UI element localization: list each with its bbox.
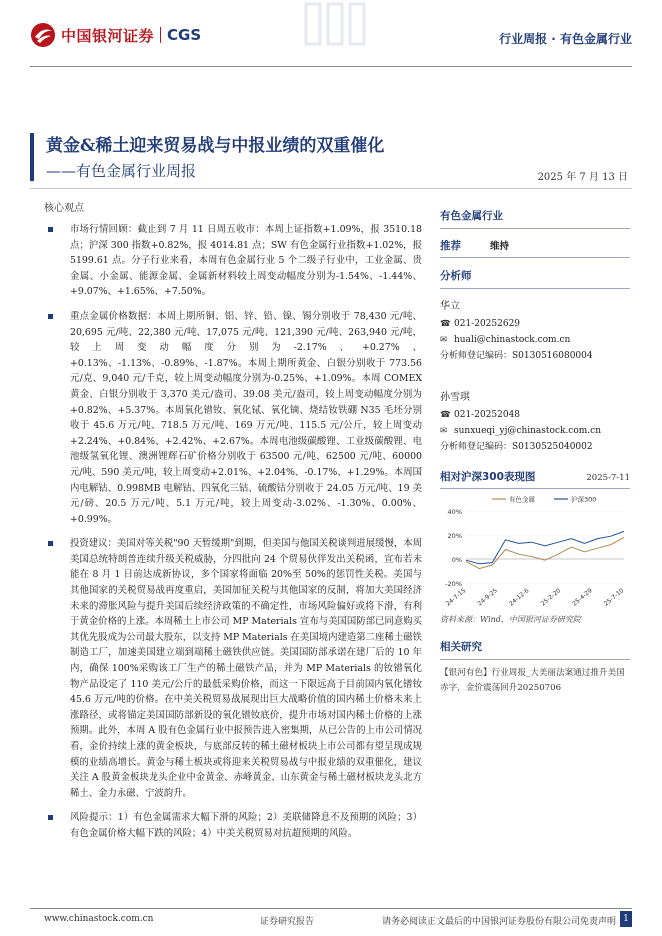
x-tick-label: 24-12-6 xyxy=(508,587,531,608)
bullet-text: 重点金属价格数据：本周上期所铜、铝、锌、铅、镍、锡分别收于 78,430 元/吨、20,695 元/吨、22,380 元/吨、17,075 元/吨、121,390 元/吨、263,940 元/吨，较上周变动幅度分别为-2.17%、+0.27%、+0.13%、-1.13%、-0.89%、-1.87%。本周上期所黄金、白银分别收于 773.56 元/克、9,040 元/千克，较上周变动幅度分别为-0.25%、+1.09%。本周 COMEX 黄金、白银分别收于 3,370 美元/盎司、39.08 美元/盎司，较上周变动幅度分别为+0.82%、+5.37%。本周氧化镨钕、氧化铽、氧化镝、烧结钕铁硼 N35 毛坯分别收于 45.6 万元/吨、718.5 万元/吨、169 万元/吨、115.5 元/公斤，较上周变动+2.24%、+0.84%、+2.42%、+2.67%。本周电池级碳酸锂、工业级碳酸锂、电池级氢氧化锂、澳洲锂辉石矿价格分别收于 63500 元/吨、62500 元/吨、60000 元/吨、590 美元/吨，较上周变动+2.01%、+2.04%、-0.17%、+1.29%。本周国内电解钴、0.998MB 电解钴、四氧化三钴、硫酸钴分别收于 24.05 万元/吨、19 美元/磅、20.5 万元/吨、5.1 万元/吨，较上周变动-3.02%、-1.30%、0.00%、+0.99%。 xyxy=(70,310,422,525)
page-number: 1 xyxy=(620,911,632,927)
chart-header xyxy=(440,469,630,489)
chart-title: 相对沪深300表现图 xyxy=(440,471,536,483)
report-title: 黄金&稀土迎来贸易战与中报业绩的双重催化 xyxy=(46,136,385,156)
footer-center-label: 证券研究报告 xyxy=(260,917,315,927)
y-tick-label: 40% xyxy=(447,508,462,516)
phone-icon: ☎ xyxy=(440,410,451,420)
bullet-investment-advice xyxy=(44,536,422,801)
watermark-icon xyxy=(300,0,370,70)
analyst-reg-code: 分析师登记编码：S0130516080004 xyxy=(440,351,593,361)
x-tick-label: 25-7-10 xyxy=(602,587,626,608)
performance-chart-section xyxy=(440,469,630,625)
bullet-metal-prices xyxy=(44,309,422,527)
y-tick-label: 20% xyxy=(447,532,462,540)
footer-website[interactable]: www.chinastock.com.cn xyxy=(44,914,154,924)
bullet-marker xyxy=(48,541,53,546)
core-views xyxy=(44,222,422,851)
rating-row xyxy=(440,233,630,258)
analyst-phone: 021-20252048 xyxy=(454,410,521,420)
brand-name-cn: 中国银河证券 xyxy=(61,26,155,45)
performance-chart xyxy=(440,489,630,609)
analyst-card xyxy=(440,297,630,364)
bullet-text: 风险提示：1）有色金属需求大幅下滑的风险；2）美联储降息不及预期的风险；3）有色金属价格大幅下跌的风险；4）中美关税贸易对抗超预期的风险。 xyxy=(70,812,422,839)
title-divider xyxy=(30,188,632,189)
page-header xyxy=(0,0,662,70)
footer-disclaimer: 请务必阅读正文最后的中国银河证券股份有限公司免责声明 xyxy=(381,917,616,927)
y-tick-label: 0% xyxy=(451,556,462,564)
bullet-market-review xyxy=(44,222,422,300)
rating-value: 维持 xyxy=(490,241,510,252)
header-divider xyxy=(30,66,632,67)
brand-logo xyxy=(30,20,201,50)
analyst-reg-code: 分析师登记编码：S0130525040002 xyxy=(440,442,593,452)
analyst-heading: 分析师 xyxy=(440,268,630,289)
analyst-phone: 021-20252629 xyxy=(454,319,521,329)
rating-label: 推荐 xyxy=(440,239,461,252)
analyst-email[interactable]: huali@chinastock.com.cn xyxy=(454,335,571,345)
analyst-email[interactable]: sunxueqi_yj@chinastock.com.cn xyxy=(454,426,602,436)
legend-label: 有色金属 xyxy=(509,495,535,504)
bullet-marker xyxy=(48,314,53,319)
footer-divider xyxy=(30,908,632,909)
phone-icon: ☎ xyxy=(440,319,451,329)
brand-divider xyxy=(160,27,161,43)
bullet-marker xyxy=(48,227,53,232)
chart-date: 2025-7-11 xyxy=(586,473,630,483)
chart-source: 资料来源：Wind，中国银河证券研究院 xyxy=(440,615,581,624)
brand-name-en: CGS xyxy=(167,26,202,44)
related-report-link[interactable]: 【银河有色】行业周报_大美丽法案通过推升美国赤字，金价震荡回升20250706 xyxy=(440,668,625,693)
industry-label: 有色金属行业 xyxy=(440,208,630,229)
bullet-text: 市场行情回顾：截止到 7 月 11 日周五收市：本周上证指数+1.09%，报 3510.18 点；沪深 300 指数+0.82%，报 4014.81 点；SW 有色金属行业指数+1.02%，报 5199.61 点。分子行业来看，本周有色金属行业 5 个二级子行业中，工业金属、贵金属、小金属、能源金属、金属新材料较上周变动幅度分别为-1.54%、-1.44%、+9.07%、+1.65%、+7.50%。 xyxy=(70,224,422,298)
legend-label: 沪深300 xyxy=(571,495,597,504)
bullet-risk-warning xyxy=(44,810,422,841)
bullet-marker xyxy=(48,815,53,820)
x-tick-label: 24-9-25 xyxy=(476,587,499,608)
x-tick-label: 25-4-29 xyxy=(571,587,594,608)
title-accent-bar xyxy=(30,133,34,181)
galaxy-logo-icon xyxy=(30,22,56,48)
report-date: 2025 年 7 月 13 日 xyxy=(537,172,628,183)
mail-icon: ✉ xyxy=(440,426,448,436)
core-views-label: 核心观点 xyxy=(44,203,84,214)
series-line-nonferrous xyxy=(466,537,624,568)
mail-icon: ✉ xyxy=(440,335,448,345)
analyst-name: 华立 xyxy=(440,301,460,312)
sidebar xyxy=(440,208,630,696)
related-research-section xyxy=(440,639,630,696)
report-tag: 行业周报 · 有色金属行业 xyxy=(499,32,632,46)
related-heading: 相关研究 xyxy=(440,639,630,660)
report-subtitle: ——有色金属行业周报 xyxy=(46,162,197,180)
analyst-section xyxy=(440,268,630,455)
bullet-text: 投资建议：美国对等关税"90 天暂缓期"到期，但美国与他国关税谈判进展缓慢，本周美国总统特朗普连续升级关税威胁，分四批向 24 个贸易伙伴发出关税函，宣布若未能在 8 月 1 日前达成新协议，多个国家将面临 20%至 50%的惩罚性关税。美国与其他国家的关税贸易战再度重启，美国加征关税与其他国家的反制，将加大美国经济未来的滞胀风险与提升美国后续经济政策的不确定性，市场风险偏好或将下滑，有利于黄金价格的上涨。本周稀土上市公司 MP Materials 宣布与美国国防部已同意购买其优先股成为公司最大股东，以支持 MP Materials 在美国境内建造第二座稀土磁铁制造工厂，加速美国建立端到端稀土磁铁供应链。美国国防部承诺在建厂后的 10 年内，确保 100%采购该工厂生产的稀土磁铁产品，并为 MP Materials 的钕镨氧化物产品设定了 110 美元/公斤的最低采购价格，而这一下限远高于目前国内氧化镨钕 45.6 万元/吨的价格。在中美关税贸易战展现出巨大战略价值的国内稀土价格未来上涨路径，或将锚定美国国防部新设的氧化镨钕底价，提升市场对国内稀土价格的上涨预期。此外，本周 A 股有色金属行业中报预告进入密集期，从已公告的上市公司情况看，金价持续上涨的黄金板块，与底部反转的稀土磁材板块上市公司都有望呈现成规模的业绩高增长。黄金与稀土板块或将迎来关税贸易战与中报业绩的双重催化，建议关注 A 股黄金板块龙头企业中金黄金、赤峰黄金、山东黄金与稀土磁材板块龙头北方稀土、金力永磁、宁波韵升。 xyxy=(70,538,422,799)
y-tick-label: -20% xyxy=(445,580,462,588)
analyst-card xyxy=(440,388,630,455)
x-tick-label: 25-2-20 xyxy=(539,587,563,608)
analyst-name: 孙雪琪 xyxy=(440,392,470,403)
x-tick-label: 24-7-15 xyxy=(444,587,468,608)
